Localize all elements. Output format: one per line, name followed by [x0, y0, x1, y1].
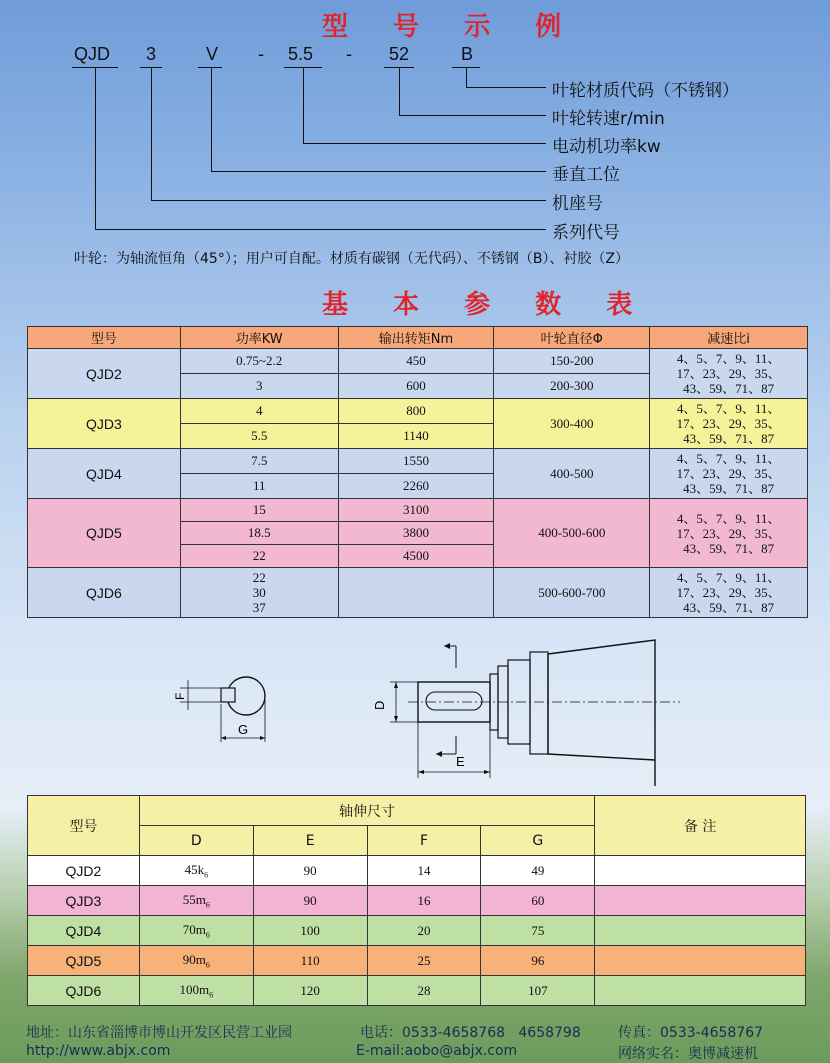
shaft-remark	[595, 946, 806, 976]
diameter-cell: 400-500-600	[494, 499, 650, 568]
dim-e-label: E	[456, 754, 465, 769]
label-vertical: 垂直工位	[552, 165, 620, 185]
code-material: B	[461, 44, 474, 64]
shaft-col-e: E	[253, 826, 367, 856]
torque-cell: 4500	[338, 545, 494, 568]
torque-cell: 600	[338, 374, 494, 399]
shaft-f: 28	[367, 976, 481, 1006]
power-cell: 7.5	[180, 449, 338, 474]
shaft-model: QJD6	[28, 976, 140, 1006]
label-speed: 叶轮转速r/min	[552, 109, 665, 129]
shaft-d: $55m_6$	[139, 886, 253, 916]
code-power: 5.5	[288, 44, 314, 64]
leader-power-v	[303, 67, 304, 144]
leader-material-h	[466, 87, 546, 88]
shaft-side-diagram	[360, 636, 690, 786]
shaft-model: QJD3	[28, 886, 140, 916]
leader-power-h	[303, 143, 546, 144]
code-vertical: V	[206, 44, 219, 64]
footer-network-name: 网络实名：奥博减速机	[618, 1046, 758, 1062]
shaft-g: 96	[481, 946, 595, 976]
torque-cell: 3800	[338, 522, 494, 545]
shaft-f: 14	[367, 856, 481, 886]
diameter-cell: 300-400	[494, 399, 650, 449]
label-power: 电动机功率kw	[552, 137, 661, 157]
power-cell: 18.5	[180, 522, 338, 545]
torque-cell: 800	[338, 399, 494, 424]
leader-series-v	[95, 67, 96, 230]
torque-cell: 1140	[338, 424, 494, 449]
leader-series-h	[95, 229, 546, 230]
shaft-col-d: D	[139, 826, 253, 856]
shaft-remark	[595, 886, 806, 916]
shaft-f: 25	[367, 946, 481, 976]
shaft-section-diagram	[170, 660, 280, 750]
ratio-cell: 4、5、7、9、11、 17、23、29、35、 43、59、71、87	[650, 449, 808, 499]
shaft-d: $90m_6$	[139, 946, 253, 976]
col-diameter: 叶轮直径Φ	[494, 327, 650, 349]
shaft-g: 107	[481, 976, 595, 1006]
shaft-d: $45k_6$	[139, 856, 253, 886]
power-cell: 15	[180, 499, 338, 522]
footer-web-link[interactable]: http://www.abjx.com	[26, 1043, 171, 1059]
ratio-cell: 4、5、7、9、11、 17、23、29、35、 43、59、71、87	[650, 399, 808, 449]
footer-phone: 电话：0533-4658768 4658798	[360, 1025, 581, 1041]
power-cell: 4	[180, 399, 338, 424]
dim-d-label: D	[372, 700, 387, 710]
col-torque: 输出转矩Nm	[338, 327, 494, 349]
torque-cell: 2260	[338, 474, 494, 499]
col-power: 功率KW	[180, 327, 338, 349]
leader-vertical-v	[211, 67, 212, 172]
col-ratio: 减速比i	[650, 327, 808, 349]
dim-g-label: G	[238, 722, 249, 737]
ratio-cell: 4、5、7、9、11、 17、23、29、35、 43、59、71、87	[650, 349, 808, 399]
ratio-cell: 4、5、7、9、11、 17、23、29、35、 43、59、71、87	[650, 568, 808, 618]
torque-cell	[338, 568, 494, 618]
label-frame: 机座号	[552, 194, 603, 214]
code-dash-1: -	[258, 44, 264, 64]
torque-cell: 1550	[338, 449, 494, 474]
shaft-col-model: 型号	[28, 796, 140, 856]
shaft-col-f: F	[367, 826, 481, 856]
footer-address: 地址：山东省淄博市博山开发区民营工业园	[26, 1025, 292, 1041]
code-frame: 3	[146, 44, 157, 64]
diameter-cell: 200-300	[494, 374, 650, 399]
shaft-model: QJD2	[28, 856, 140, 886]
shaft-g: 60	[481, 886, 595, 916]
table-row	[28, 856, 806, 886]
leader-speed-v	[399, 67, 400, 116]
power-cell: 22	[180, 545, 338, 568]
shaft-g: 75	[481, 916, 595, 946]
table-row	[28, 886, 806, 916]
example-title: 型 号 示 例	[322, 12, 580, 42]
dim-f-label: F	[173, 692, 187, 700]
leader-vertical-h	[211, 171, 546, 172]
leader-frame-v	[151, 67, 152, 201]
shaft-model: QJD5	[28, 946, 140, 976]
table-row-model: QJD6	[28, 568, 181, 618]
diameter-cell: 500-600-700	[494, 568, 650, 618]
shaft-d: $70m_6$	[139, 916, 253, 946]
ratio-cell: 4、5、7、9、11、 17、23、29、35、 43、59、71、87	[650, 499, 808, 568]
shaft-e: 90	[253, 886, 367, 916]
shaft-col-remark: 备 注	[595, 796, 806, 856]
col-model: 型号	[28, 327, 181, 349]
underline-vertical	[198, 67, 222, 68]
power-cell: 0.75~2.2	[180, 349, 338, 374]
torque-cell: 450	[338, 349, 494, 374]
shaft-g: 49	[481, 856, 595, 886]
code-series: QJD	[74, 44, 110, 64]
shaft-model: QJD4	[28, 916, 140, 946]
shaft-e: 110	[253, 946, 367, 976]
table-row	[28, 976, 806, 1006]
shaft-remark	[595, 916, 806, 946]
table-row	[28, 916, 806, 946]
table-row-model: QJD4	[28, 449, 181, 499]
shaft-remark	[595, 976, 806, 1006]
shaft-remark	[595, 856, 806, 886]
label-series: 系列代号	[552, 223, 620, 243]
table-row	[28, 946, 806, 976]
leader-material-v	[466, 67, 467, 88]
diameter-cell: 150-200	[494, 349, 650, 374]
torque-cell: 3100	[338, 499, 494, 522]
shaft-e: 100	[253, 916, 367, 946]
shaft-e: 120	[253, 976, 367, 1006]
leader-speed-h	[399, 115, 546, 116]
shaft-e: 90	[253, 856, 367, 886]
params-title: 基 本 参 数 表	[322, 290, 651, 320]
table-row-model: QJD3	[28, 399, 181, 449]
footer-fax: 传真：0533-4658767	[618, 1025, 764, 1041]
leader-frame-h	[151, 200, 546, 201]
shaft-table	[27, 795, 806, 1006]
diameter-cell: 400-500	[494, 449, 650, 499]
power-cell: 3	[180, 374, 338, 399]
code-dash-2: -	[346, 44, 352, 64]
power-cell: 5.5	[180, 424, 338, 449]
shaft-f: 20	[367, 916, 481, 946]
shaft-d: $100m_6$	[139, 976, 253, 1006]
power-cell: 22 30 37	[180, 568, 338, 618]
table-row-model: QJD5	[28, 499, 181, 568]
table-row-model: QJD2	[28, 349, 181, 399]
shaft-f: 16	[367, 886, 481, 916]
shaft-col-g: G	[481, 826, 595, 856]
code-speed: 52	[389, 44, 410, 64]
impeller-note: 叶轮：为轴流恒角（45°）；用户可自配。材质有碳钢（无代码）、不锈钢（B）、衬胶（Z）	[74, 251, 630, 267]
footer-email-link[interactable]: E-mail:aobo@abjx.com	[356, 1043, 518, 1059]
label-material: 叶轮材质代码（不锈钢）	[552, 81, 739, 101]
power-cell: 11	[180, 474, 338, 499]
shaft-col-group: 轴伸尺寸	[139, 796, 594, 826]
params-table	[27, 326, 808, 618]
